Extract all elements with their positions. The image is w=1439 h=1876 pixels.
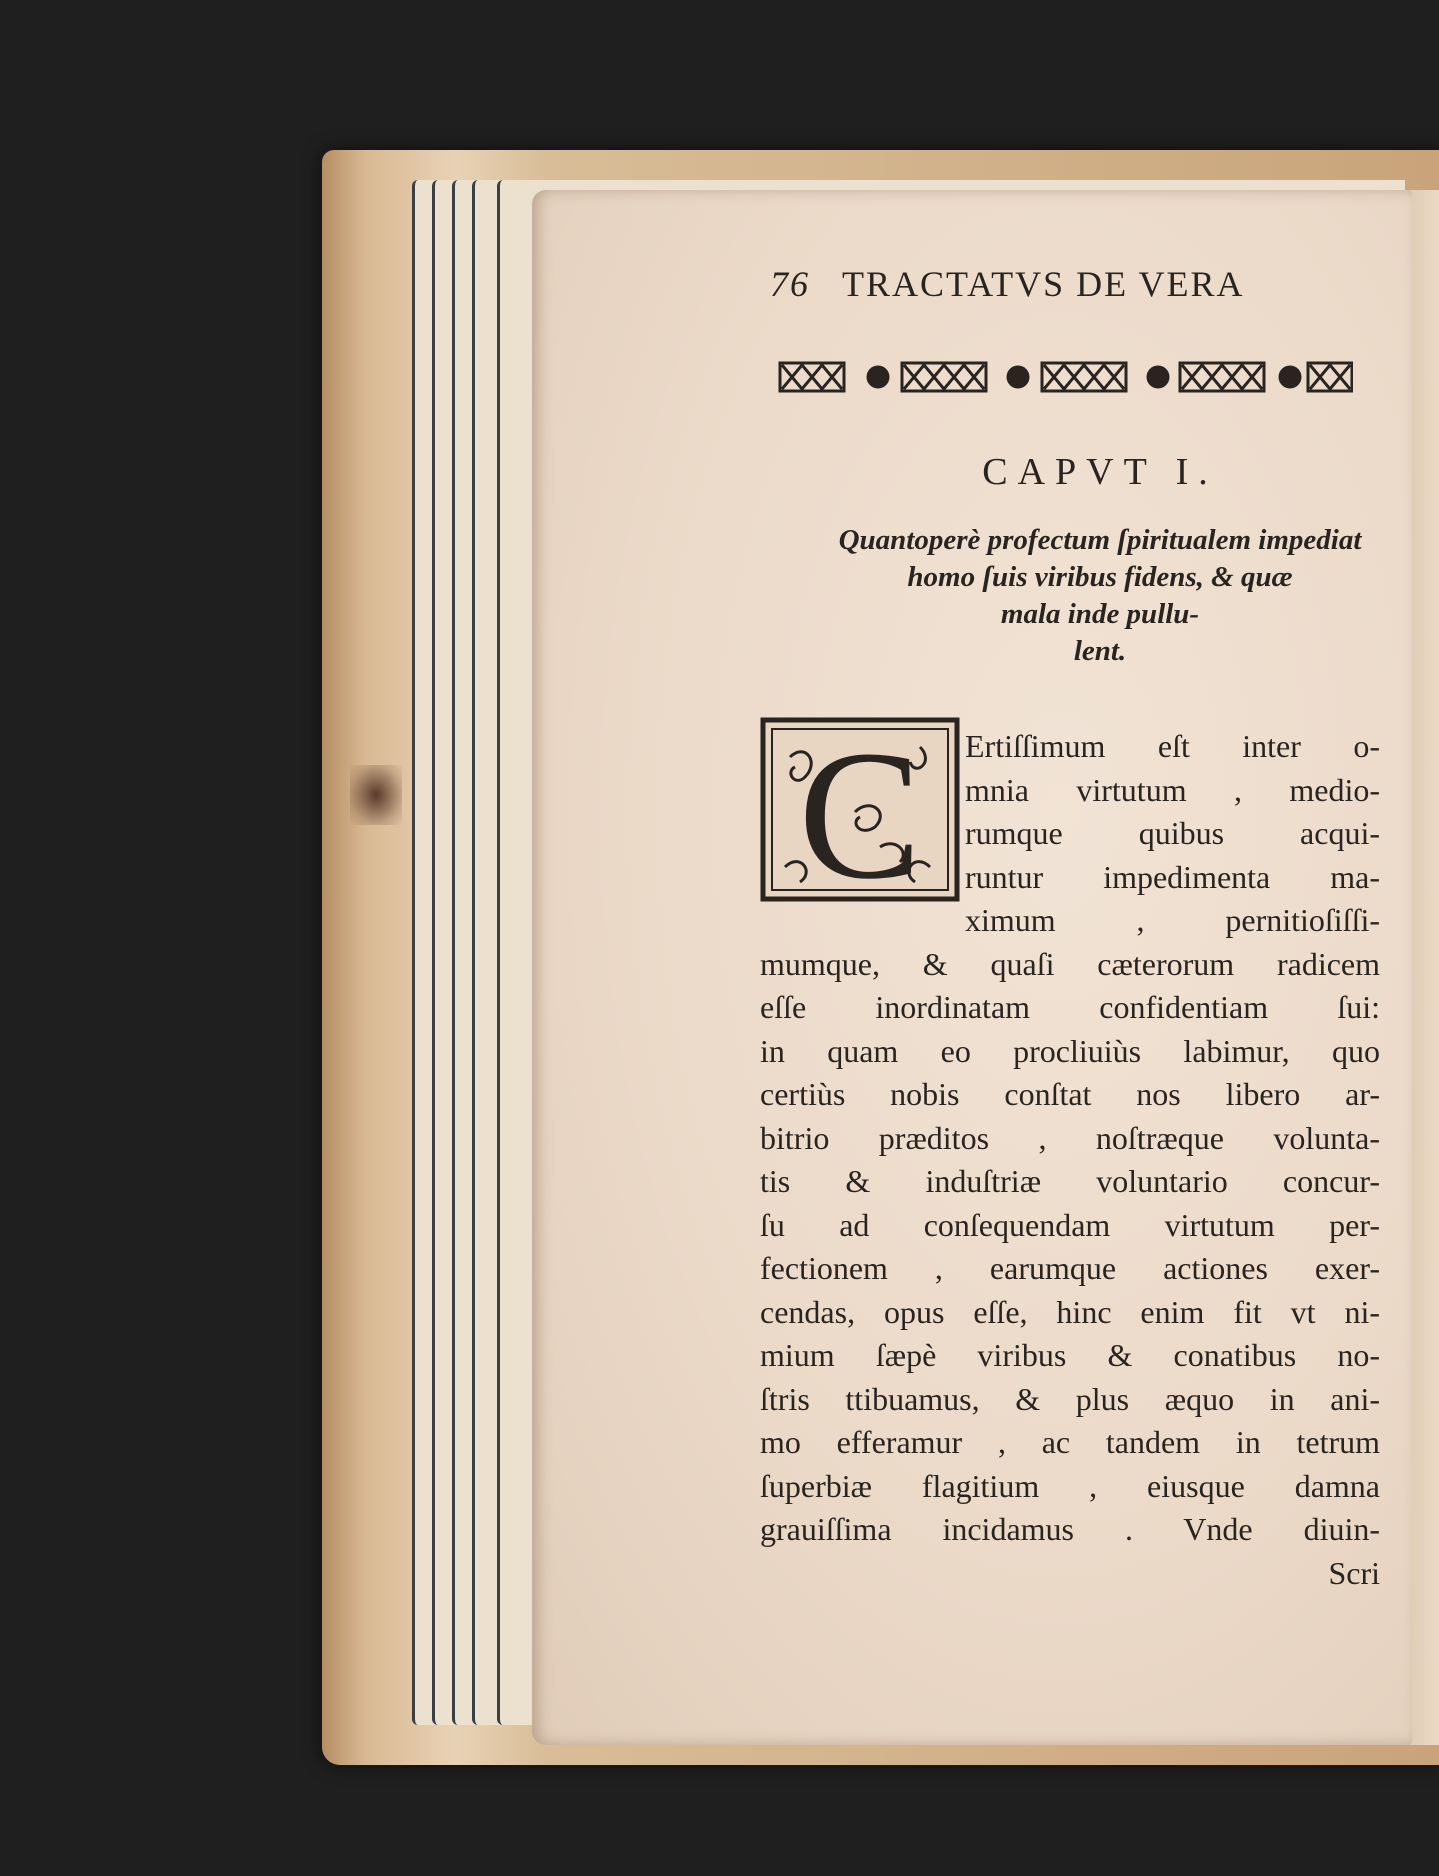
text-line: cendas, opus eſſe, hinc enim fit vt ni- bbox=[760, 1293, 1380, 1330]
text-line: tis & induſtriæ voluntario concur- bbox=[760, 1163, 1380, 1199]
chapter-summary bbox=[770, 522, 1430, 670]
text-line: mo efferamur , ac tandem in tetrum bbox=[760, 1424, 1380, 1460]
running-title: TRACTATVS DE VERA bbox=[842, 264, 1245, 304]
text-line: eſſe inordinatam confidentiam ſui: bbox=[760, 989, 1380, 1025]
text-line: bitrio præditos , noſtræque volunta- bbox=[760, 1119, 1380, 1156]
summary-line: Quantoperè profectum ſpiritualem impediat bbox=[838, 524, 1362, 556]
book bbox=[322, 150, 1439, 1765]
text-line: certiùs nobis conſtat nos libero ar- bbox=[760, 1076, 1380, 1112]
text-line: mumque, & quaſi cæterorum radicem bbox=[760, 945, 1380, 982]
text-line: grauiſſima incidamus . Vnde diuin- bbox=[760, 1511, 1380, 1547]
chapter-title: CAPVT I. bbox=[982, 451, 1218, 493]
text-line: ſuperbiæ flagitium , eiusque damna bbox=[760, 1467, 1380, 1504]
text-line: Ertiſſimum eſt inter o- bbox=[965, 728, 1380, 764]
svg-text:C: C bbox=[798, 717, 922, 902]
text-line: ſu ad conſequendam virtutum per- bbox=[760, 1206, 1380, 1243]
page-number: 76 bbox=[770, 264, 810, 304]
body-text bbox=[760, 725, 1380, 1595]
summary-line: homo ſuis viribus fidens, & quæ bbox=[907, 561, 1293, 593]
text-line: runtur impedimenta ma- bbox=[965, 858, 1380, 895]
decorative-border-ornament-icon bbox=[778, 357, 1353, 397]
running-head bbox=[770, 263, 1430, 323]
text-line: in quam eo procliuiùs labimur, quo bbox=[760, 1032, 1380, 1069]
summary-line: mala inde pullu- bbox=[1000, 598, 1200, 630]
text-line: rumque quibus acqui- bbox=[965, 815, 1380, 851]
text-line: ſtris ttibuamus, & plus æquo in ani- bbox=[760, 1380, 1380, 1417]
text-line: mnia virtutum , medio- bbox=[965, 771, 1380, 808]
catchword: Scri bbox=[1328, 1554, 1380, 1591]
text-line: fectionem , earumque actiones exer- bbox=[760, 1250, 1380, 1286]
text-line: mium ſæpè viribus & conatibus no- bbox=[760, 1337, 1380, 1373]
text-line: ximum , pernitioſiſſi- bbox=[965, 902, 1380, 938]
cover-stain bbox=[350, 765, 402, 825]
summary-line: lent. bbox=[1073, 635, 1127, 667]
